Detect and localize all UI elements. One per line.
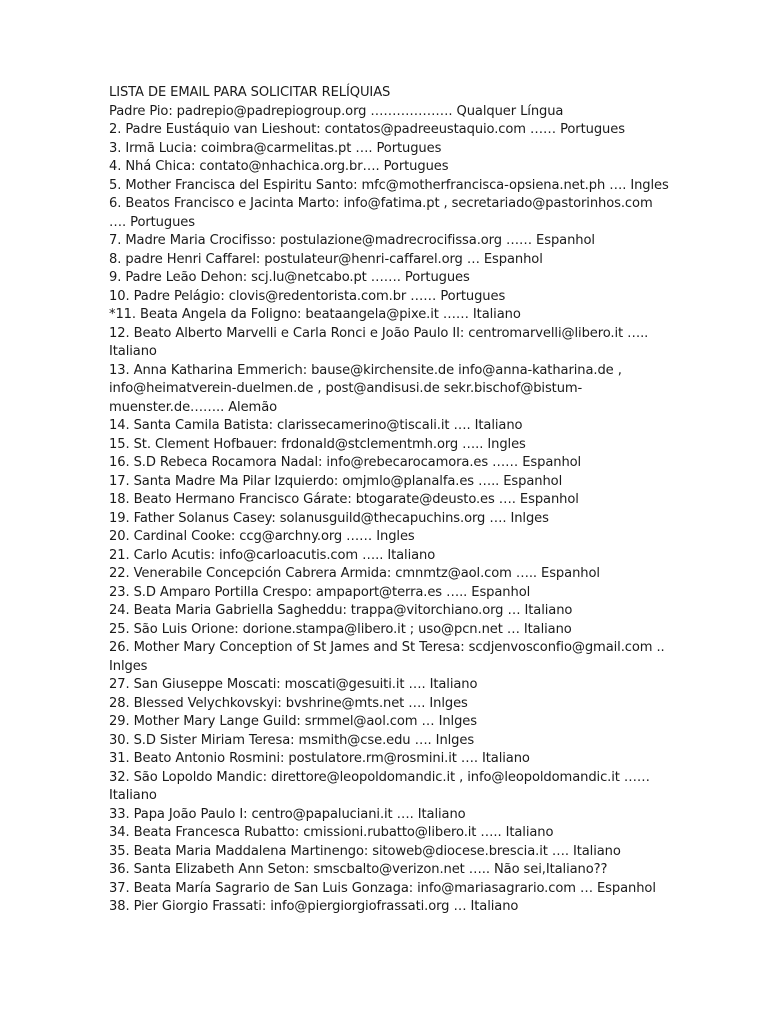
list-line: 31. Beato Antonio Rosmini: postulatore.rm@rosmini.it …. Italiano xyxy=(109,751,530,766)
list-line: muenster.de…….. Alemão xyxy=(109,399,278,415)
list-line: 15. St. Clement Hofbauer: frdonald@stclementmh.org ….. Ingles xyxy=(109,436,526,452)
list-line: info@heimatverein-duelmen.de , post@andisusi.de sekr.bischof@bistum- xyxy=(109,381,583,396)
list-line: 25. São Luis Orione: dorione.stampa@libero.it ; uso@pcn.net … Italiano xyxy=(109,621,572,637)
document-title: LISTA DE EMAIL PARA SOLICITAR RELÍQUIAS xyxy=(109,85,391,100)
list-line: 9. Padre Leão Dehon: scj.lu@netcabo.pt ……. Portugues xyxy=(109,270,470,285)
list-line: 28. Blessed Velychkovskyi: bvshrine@mts.net …. Inlges xyxy=(109,695,468,711)
list-line: 4. Nhá Chica: contato@nhachica.org.br…. Portugues xyxy=(109,159,449,174)
document-page xyxy=(109,84,669,917)
list-line: …. Portugues xyxy=(109,214,195,230)
list-line: Inlges xyxy=(109,658,148,674)
list-line: 24. Beata Maria Gabriella Sagheddu: trappa@vitorchiano.org … Italiano xyxy=(109,603,573,618)
list-line: 2. Padre Eustáquio van Lieshout: contatos@padreeustaquio.com …… Portugues xyxy=(109,122,625,137)
list-line: 37. Beata María Sagrario de San Luis Gonzaga: info@mariasagrario.com … Espanhol xyxy=(109,880,656,896)
list-line: 14. Santa Camila Batista: clarissecamerino@tiscali.it …. Italiano xyxy=(109,418,523,433)
list-line: 35. Beata Maria Maddalena Martinengo: sitoweb@diocese.brescia.it …. Italiano xyxy=(109,843,621,859)
list-line: 33. Papa João Paulo I: centro@papaluciani.it …. Italiano xyxy=(109,806,466,822)
list-line: Padre Pio: padrepio@padrepiogroup.org ………………. Qualquer Língua xyxy=(109,103,564,119)
list-line: 17. Santa Madre Ma Pilar Izquierdo: omjmlo@planalfa.es ….. Espanhol xyxy=(109,473,563,489)
list-line: 18. Beato Hermano Francisco Gárate: btogarate@deusto.es …. Espanhol xyxy=(109,492,579,507)
list-line: 38. Pier Giorgio Frassati: info@piergiorgiofrassati.org … Italiano xyxy=(109,899,519,914)
list-line: 3. Irmã Lucia: coimbra@carmelitas.pt …. Portugues xyxy=(109,140,442,156)
list-line: 12. Beato Alberto Marvelli e Carla Ronci e João Paulo II: centromarvelli@libero.it ….. xyxy=(109,325,649,341)
list-line: 5. Mother Francisca del Espiritu Santo: mfc@motherfrancisca-opsiena.net.ph …. Ingles xyxy=(109,177,669,193)
list-line: 10. Padre Pelágio: clovis@redentorista.com.br …… Portugues xyxy=(109,288,506,304)
email-list xyxy=(109,103,669,917)
list-line: 27. San Giuseppe Moscati: moscati@gesuiti.it …. Italiano xyxy=(109,677,478,692)
list-line: Italiano xyxy=(109,788,157,803)
list-line: 16. S.D Rebeca Rocamora Nadal: info@rebecarocamora.es …… Espanhol xyxy=(109,455,582,470)
list-line: 21. Carlo Acutis: info@carloacutis.com ….. Italiano xyxy=(109,547,436,563)
list-line: 30. S.D Sister Miriam Teresa: msmith@cse.edu …. Inlges xyxy=(109,732,475,748)
list-line: 6. Beatos Francisco e Jacinta Marto: info@fatima.pt , secretariado@pastorinhos.com xyxy=(109,196,653,211)
list-line: 29. Mother Mary Lange Guild: srmmel@aol.com … Inlges xyxy=(109,714,477,729)
list-line: 13. Anna Katharina Emmerich: bause@kirchensite.de info@anna-katharina.de , xyxy=(109,362,622,378)
list-line: 26. Mother Mary Conception of St James and St Teresa: scdjenvosconfio@gmail.com .. xyxy=(109,640,665,655)
list-line: 8. padre Henri Caffarel: postulateur@henri-caffarel.org … Espanhol xyxy=(109,251,543,267)
list-line: Italiano xyxy=(109,344,157,359)
list-line: *11. Beata Angela da Foligno: beataangela@pixe.it …… Italiano xyxy=(109,307,521,322)
list-line: 23. S.D Amparo Portilla Crespo: ampaport@terra.es ….. Espanhol xyxy=(109,584,531,600)
list-line: 20. Cardinal Cooke: ccg@archny.org …… Ingles xyxy=(109,529,415,544)
list-line: 32. São Lopoldo Mandic: direttore@leopoldomandic.it , info@leopoldomandic.it …… xyxy=(109,769,650,785)
list-line: 34. Beata Francesca Rubatto: cmissioni.rubatto@libero.it ….. Italiano xyxy=(109,825,554,840)
list-line: 22. Venerabile Concepción Cabrera Armida: cmnmtz@aol.com ….. Espanhol xyxy=(109,566,600,581)
list-line: 36. Santa Elizabeth Ann Seton: smscbalto@verizon.net ….. Não sei,Italiano?? xyxy=(109,862,608,877)
list-line: 7. Madre Maria Crocifisso: postulazione@madrecrocifissa.org …… Espanhol xyxy=(109,233,595,248)
list-line: 19. Father Solanus Casey: solanusguild@thecapuchins.org …. Inlges xyxy=(109,510,549,526)
